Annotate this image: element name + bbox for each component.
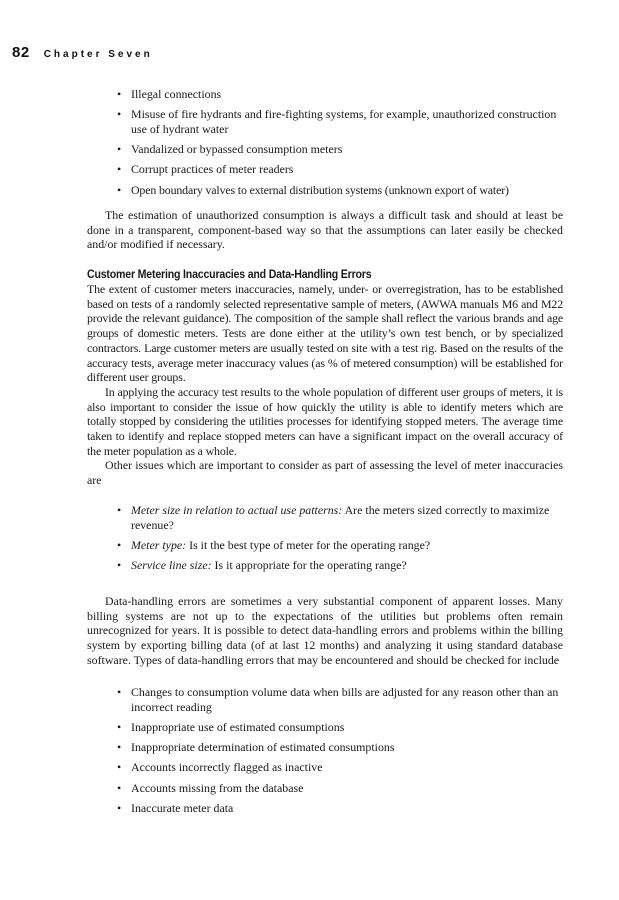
running-head: [12, 44, 153, 62]
paragraph-data-handling: [87, 594, 563, 668]
list-data-handling-errors: [87, 685, 563, 821]
list-item: • Misuse of fire hydrants and fire-fighting systems, for example, unauthorized construction use of hydrant water: [87, 107, 563, 136]
list-item-lead: Meter size in relation to actual use patterns:: [131, 503, 343, 517]
list-item-text: Is it appropriate for the operating range?: [214, 558, 407, 573]
section-meter-inaccuracies: [87, 268, 563, 488]
list-item-text: Is it the best type of meter for the operating range?: [189, 537, 431, 552]
list-item: • Inappropriate determination of estimated consumptions: [87, 740, 563, 755]
paragraph-unauthorized: [87, 208, 563, 252]
list-item: • Illegal connections: [87, 87, 563, 102]
list-item: • Accounts missing from the database: [87, 781, 563, 796]
list-item: • Accounts incorrectly flagged as inactive: [87, 760, 563, 775]
paragraph: In applying the accuracy test results to the whole population of different user groups of meters, it is also important to consider the issue of how quickly the utility is able to identify meters which are totally stopped by considering the utilities processes for identifying stopped meters. The average time taken to identify and replace stopped meters can have a significant impact on the overall accuracy of the meter population as a whole.: [87, 384, 563, 458]
list-item: [87, 503, 563, 532]
section-heading: Customer Metering Inaccuracies and Data-Handling Errors: [87, 269, 372, 281]
paragraph: The extent of customer meters inaccuracies, namely, under- or overregistration, has to be established based on tests of a randomly selected representative sample of meters, (AWWA manuals M6 and M22 provide the relevant guidance). The composition of the sample shall reflect the various brands and age groups of domestic meters. Tests are done either at the utility’s own test bench, or by specialized contractors. Large customer meters are usually tested on site with a test rig. Based on the results of the accuracy tests, average meter inaccuracy values (as % of metered consumption) will be established for different user groups.: [87, 282, 563, 385]
list-unauthorized-sources: [87, 87, 563, 203]
list-item: [87, 558, 563, 573]
paragraph: Other issues which are important to consider as part of assessing the level of meter inaccuracies are: [87, 458, 563, 488]
list-item-text: Are the meters sized correctly to maximize revenue?: [131, 503, 550, 532]
list-item: [87, 538, 563, 553]
paragraph: Data-handling errors are sometimes a very substantial component of apparent losses. Many billing systems are not up to the expectations of the utilities but problems often remain unrecognized for years. It is possible to detect data-handling errors and problems within the billing system by exporting billing data (of at last 12 months) and analyzing it using standard database software. Types of data-handling errors that may be encountered and should be checked for include: [87, 594, 563, 667]
list-item: • Corrupt practices of meter readers: [87, 162, 563, 177]
list-item: • Changes to consumption volume data when bills are adjusted for any reason other than an incorrect reading: [87, 685, 563, 714]
list-item: • Vandalized or bypassed consumption meters: [87, 142, 563, 157]
list-item: • Open boundary valves to external distribution systems (unknown export of water): [87, 183, 563, 198]
list-item-lead: Meter type:: [131, 537, 187, 552]
paragraph: The estimation of unauthorized consumption is always a difficult task and should at least be done in a transparent, component-based way so that the assumptions can later easily be checked and/or modified if necessary.: [87, 208, 563, 252]
list-item: • Inaccurate meter data: [87, 801, 563, 816]
chapter-label: Chapter Seven: [43, 49, 153, 60]
list-meter-issues: [87, 503, 563, 578]
page-number: 82: [12, 44, 30, 61]
list-item: • Inappropriate use of estimated consumptions: [87, 720, 563, 735]
list-item-lead: Service line size:: [131, 558, 212, 573]
